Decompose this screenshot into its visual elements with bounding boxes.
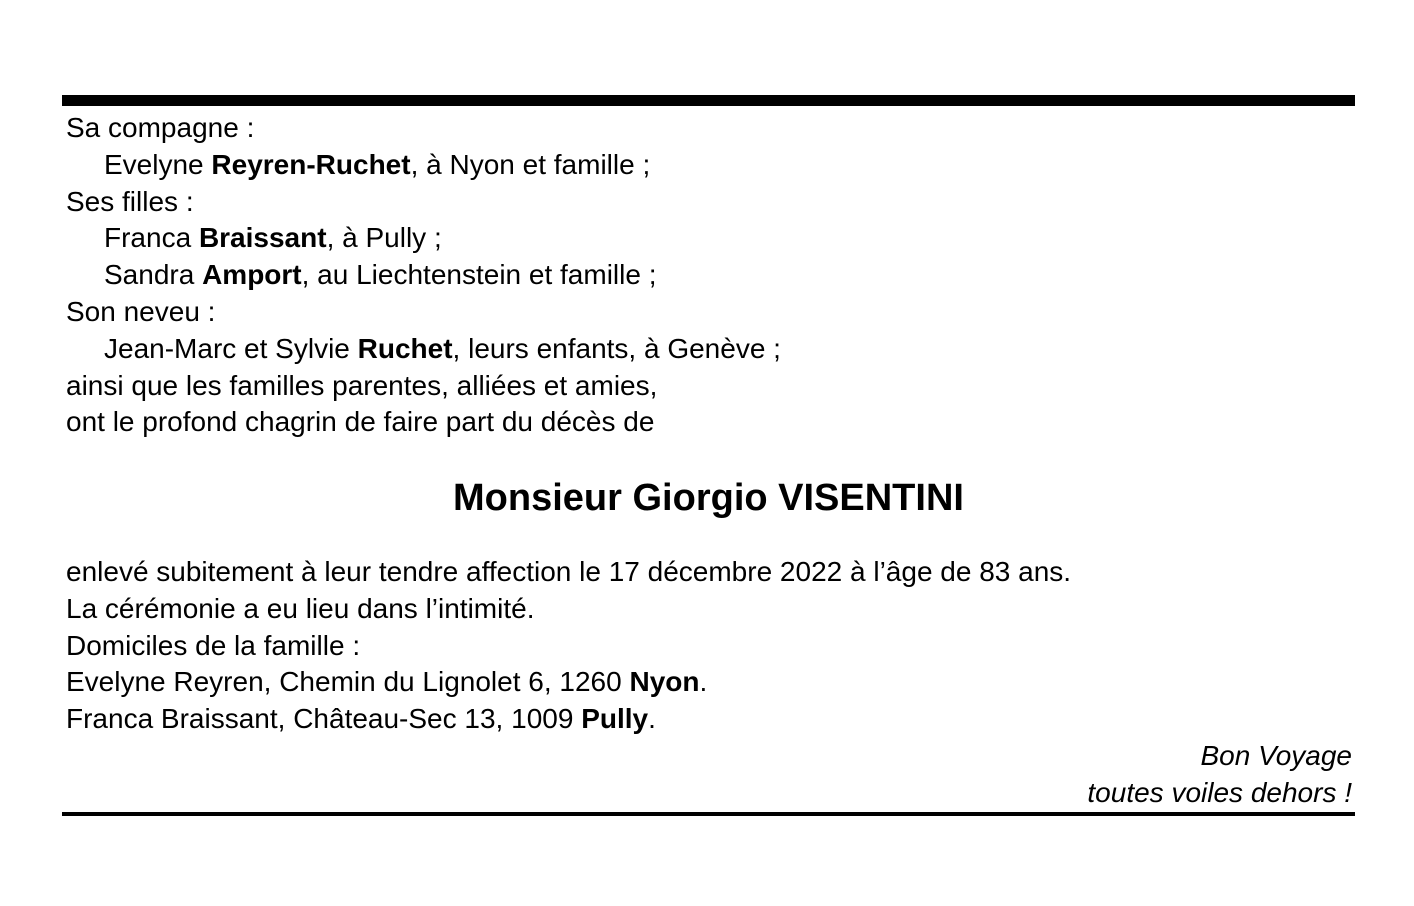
text-segment: enlevé subitement à leur tendre affection le 17 décembre 2022 à l’âge de 83 ans.: [66, 556, 1072, 587]
announcement-line: [66, 368, 1356, 405]
text-segment: Sa compagne :: [66, 112, 255, 143]
bold-name: Amport: [202, 259, 302, 291]
text-segment: , au Liechtenstein et famille ;: [301, 259, 657, 291]
bold-name: Reyren-Ruchet: [211, 148, 411, 180]
bold-name: Ruchet: [357, 332, 453, 364]
announcement-line: [66, 294, 1356, 331]
body-line: [66, 701, 1356, 738]
announcement-line: [66, 331, 1356, 368]
announcement-body: [66, 554, 1356, 738]
body-line: [66, 554, 1356, 591]
bold-name: Braissant: [198, 222, 327, 254]
text-segment: .: [699, 666, 708, 698]
text-segment: La cérémonie a eu lieu dans l’intimité.: [66, 592, 535, 624]
announcement-line: [66, 147, 1356, 184]
text-segment: Ses filles :: [66, 185, 194, 217]
body-line: [66, 628, 1356, 665]
text-segment: Domiciles de la famille :: [66, 629, 361, 661]
text-segment: Franca: [104, 222, 199, 254]
announcement-line: [66, 110, 1356, 147]
announcement-line: [66, 257, 1356, 294]
closing-line-2: toutes voiles dehors !: [1087, 776, 1352, 808]
text-segment: Jean-Marc et Sylvie: [104, 332, 358, 364]
closing-line-1: Bon Voyage: [1200, 740, 1352, 771]
body-line: [66, 664, 1356, 701]
text-segment: ont le profond chagrin de faire part du décès de: [66, 406, 655, 438]
announcement-line: [66, 184, 1356, 221]
text-segment: Franca Braissant, Château-Sec 13, 1009: [66, 703, 582, 735]
text-segment: .: [648, 703, 656, 735]
bottom-rule: [62, 812, 1355, 816]
body-line: [66, 591, 1356, 628]
top-rule: [62, 95, 1355, 106]
bold-name: Pully: [581, 703, 649, 735]
deceased-name: Monsieur Giorgio VISENTINI: [453, 477, 964, 519]
family-announcement-list: [66, 110, 1356, 441]
text-segment: Evelyne Reyren, Chemin du Lignolet 6, 1260: [66, 666, 630, 698]
text-segment: Son neveu :: [66, 295, 216, 327]
text-segment: Evelyne: [104, 148, 212, 180]
closing-message: [1087, 738, 1352, 812]
text-segment: Sandra: [104, 259, 203, 291]
text-segment: , à Pully ;: [326, 222, 442, 254]
bold-name: Nyon: [629, 666, 700, 698]
announcement-line: [66, 404, 1356, 441]
text-segment: , à Nyon et famille ;: [410, 148, 651, 180]
text-segment: ainsi que les familles parentes, alliées et amies,: [66, 369, 658, 401]
text-segment: , leurs enfants, à Genève ;: [452, 332, 781, 364]
announcement-line: [66, 220, 1356, 257]
